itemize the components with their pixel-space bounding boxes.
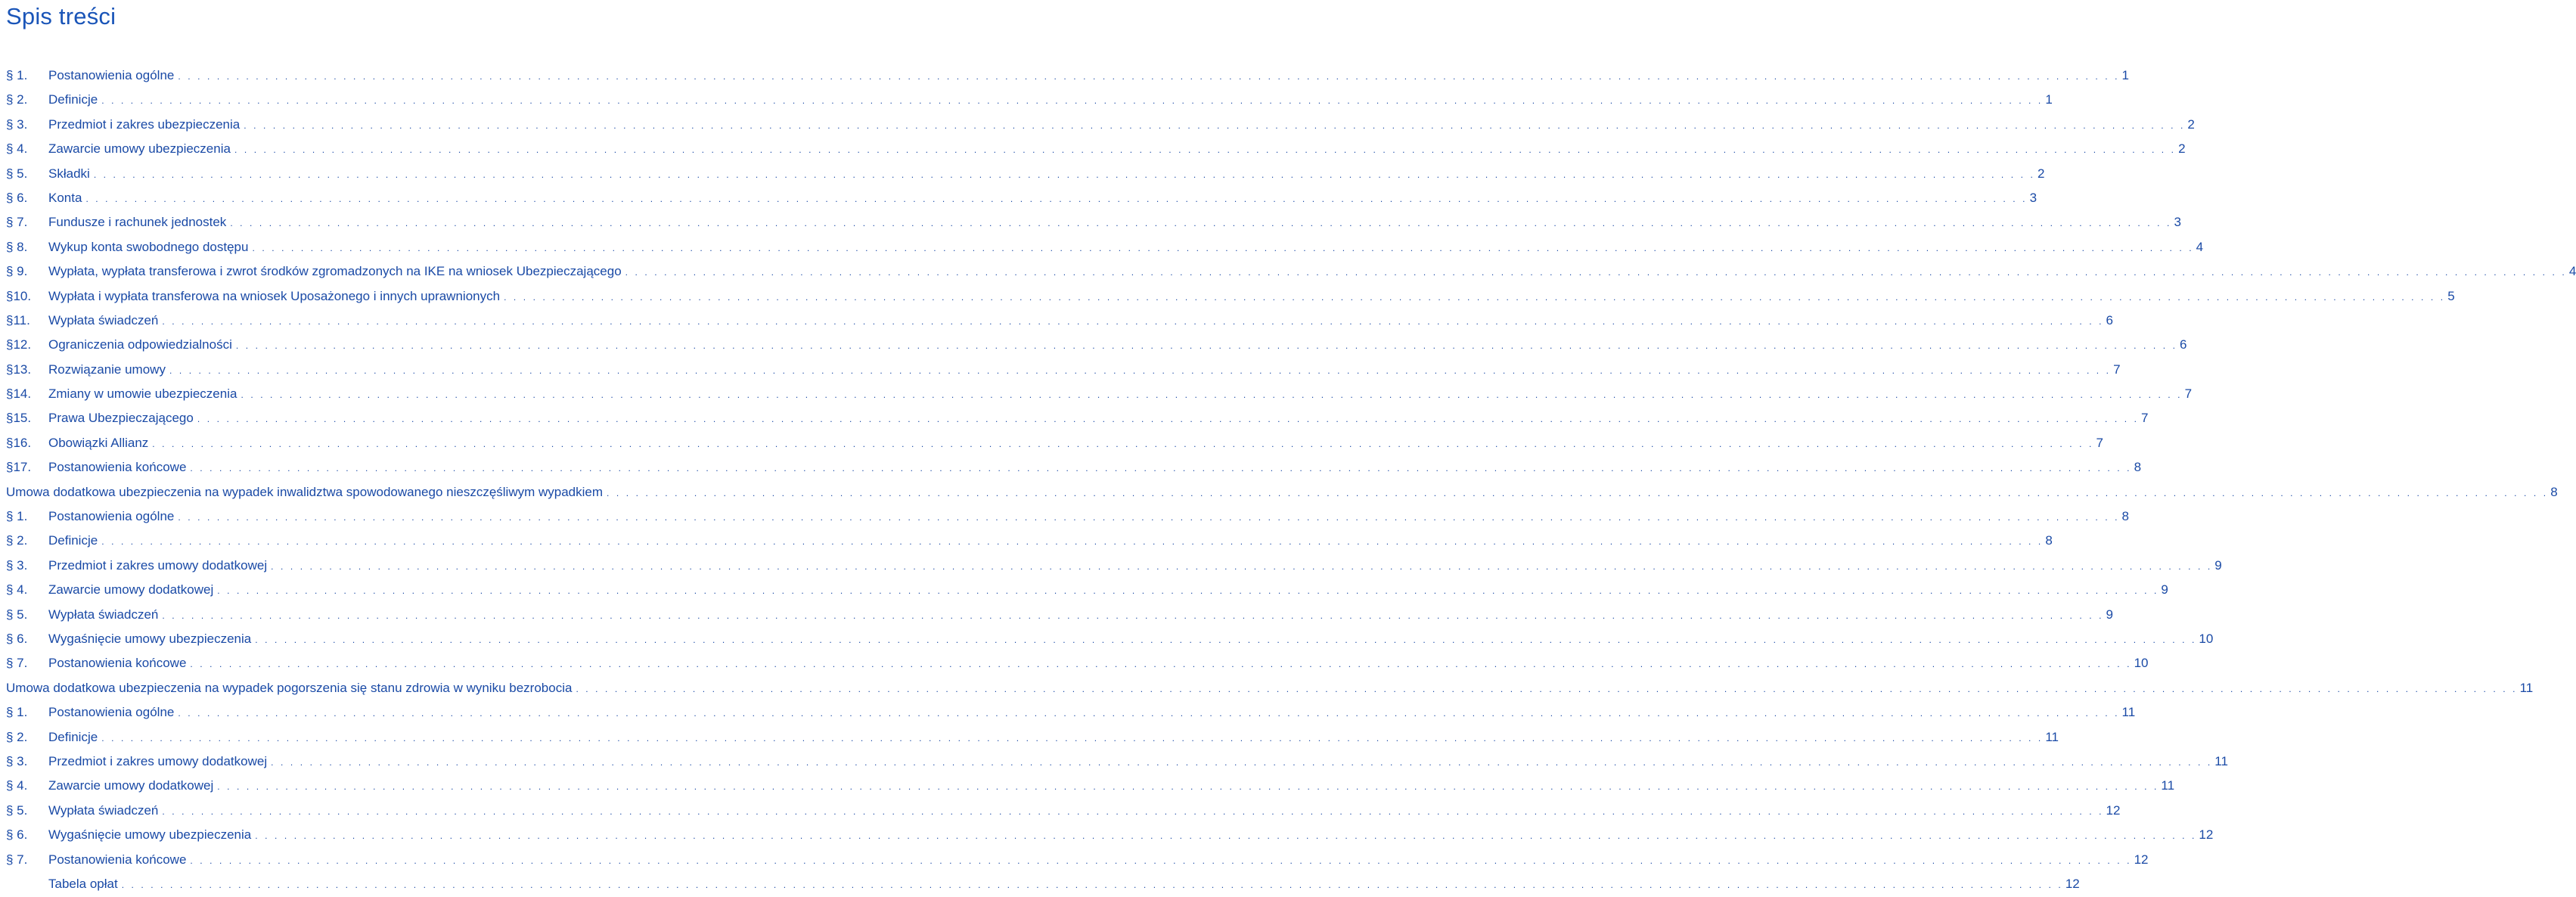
toc-entry-label: Przedmiot i zakres umowy dodatkowej [48,753,268,768]
toc-entry-label: Zawarcie umowy dodatkowej [48,582,214,597]
toc-entry[interactable] [6,88,2053,112]
toc-entry[interactable] [6,259,2576,284]
toc-entry-page-number: 11 [2045,729,2059,744]
toc-entry-page-number: 7 [2184,386,2193,402]
dot-leader: . . . . . . . . . . . . . . . . . . . . . . . . . . . . . . . . . . . . . . . . . . . . . . . . . . . . . . . . . . . . . . . . . . . . . . . . . . . . . . . . . . . . . . . . . . . . . . . . . . . . . . . . . . . . . . . . . . . . . . . . . . . . . . . . . . . . . . . . . . . . . . . . . . . . . . . . . . . . . . . . . . . . . . . . . . . . . . . . . . . . . . . . . . . . . . . . . . . . . . . . [217,781,2159,793]
toc-entry[interactable] [6,406,2149,430]
toc-entry-page-number: 1 [2121,68,2129,82]
toc-entry-number: § 2. [6,92,28,107]
toc-entry-label: Ograniczenia odpowiedzialności [48,337,232,352]
dot-leader: . . . . . . . . . . . . . . . . . . . . . . . . . . . . . . . . . . . . . . . . . . . . . . . . . . . . . . . . . . . . . . . . . . . . . . . . . . . . . . . . . . . . . . . . . . . . . . . . . . . . . . . . . . . . . . . . . . . . . . . . . . . . . . . . . . . . . . . . . . . . . . . . . . . . . . . . . . . . . . . . . . . . . . . . . . . . . . . . . . . . . . . . . . . . . . . . . . . . . . . . [101,732,2044,743]
toc-entry[interactable] [6,725,2059,750]
dot-leader: . . . . . . . . . . . . . . . . . . . . . . . . . . . . . . . . . . . . . . . . . . . . . . . . . . . . . . . . . . . . . . . . . . . . . . . . . . . . . . . . . . . . . . . . . . . . . . . . . . . . . . . . . . . . . . . . . . . . . . . . . . . . . . . . . . . . . . . . . . . . . . . . . . . . . . . . . . . . . . . . . . . . . . . . . . . . . . . . . . . . . . . . . . . . . . . . . . . . . . . . [504,291,2446,303]
toc-entry-label: Obowiązki Allianz [48,435,149,450]
toc-entry-label: Wypłata świadczeń [48,312,159,327]
toc-entry-page-number: 7 [2096,435,2103,450]
toc-entry-page-number: 7 [2141,411,2149,426]
toc-entry-number: § 7. [6,852,28,867]
toc-entry[interactable] [6,848,2149,872]
dot-leader: . . . . . . . . . . . . . . . . . . . . . . . . . . . . . . . . . . . . . . . . . . . . . . . . . . . . . . . . . . . . . . . . . . . . . . . . . . . . . . . . . . . . . . . . . . . . . . . . . . . . . . . . . . . . . . . . . . . . . . . . . . . . . . . . . . . . . . . . . . . . . . . . . . . . . . . . . . . . . . . . . . . . . . . . . . . . . . . . . . . . . . . . . . . . . . . . . . . . . . . . [169,365,2112,376]
toc-entry-number: § 3. [6,557,28,573]
toc-entry-page-number: 2 [2187,116,2195,132]
toc-entry-page-number: 12 [2199,827,2214,843]
toc-entry[interactable] [6,823,2214,847]
toc-entry-number: §16. [6,435,32,450]
dot-leader: . . . . . . . . . . . . . . . . . . . . . . . . . . . . . . . . . . . . . . . . . . . . . . . . . . . . . . . . . . . . . . . . . . . . . . . . . . . . . . . . . . . . . . . . . . . . . . . . . . . . . . . . . . . . . . . . . . . . . . . . . . . . . . . . . . . . . . . . . . . . . . . . . . . . . . . . . . . . . . . . . . . . . . . . . . . . . . . . . . . . . . . . . . . . . . . . . . . . . . . . [255,634,2197,645]
toc-entry[interactable] [6,627,2214,651]
toc-entry-number: § 4. [6,582,28,597]
dot-leader: . . . . . . . . . . . . . . . . . . . . . . . . . . . . . . . . . . . . . . . . . . . . . . . . . . . . . . . . . . . . . . . . . . . . . . . . . . . . . . . . . . . . . . . . . . . . . . . . . . . . . . . . . . . . . . . . . . . . . . . . . . . . . . . . . . . . . . . . . . . . . . . . . . . . . . . . . . . . . . . . . . . . . . . . . . . . . . . . . . . . . . . . . . . . . . . . . . . . . . . . [217,585,2159,597]
toc-entry-page-number: 9 [2161,582,2168,597]
dot-leader: . . . . . . . . . . . . . . . . . . . . . . . . . . . . . . . . . . . . . . . . . . . . . . . . . . . . . . . . . . . . . . . . . . . . . . . . . . . . . . . . . . . . . . . . . . . . . . . . . . . . . . . . . . . . . . . . . . . . . . . . . . . . . . . . . . . . . . . . . . . . . . . . . . . . . . . . . . . . . . . . . . . . . . . . . . . . . . . . . . . . . . . . . . . . . . . . . . . . . . . . [190,855,2132,866]
toc-entry-page-number: 7 [2113,362,2121,377]
toc-entry-label: Przedmiot i zakres umowy dodatkowej [48,557,268,573]
dot-leader: . . . . . . . . . . . . . . . . . . . . . . . . . . . . . . . . . . . . . . . . . . . . . . . . . . . . . . . . . . . . . . . . . . . . . . . . . . . . . . . . . . . . . . . . . . . . . . . . . . . . . . . . . . . . . . . . . . . . . . . . . . . . . . . . . . . . . . . . . . . . . . . . . . . . . . . . . . . . . . . . . . . . . . . . . . . . . . . . . . . . . . . . . . . . . . . . . . . . . . . . [190,463,2132,474]
toc-entry-page-number: 3 [2174,215,2181,230]
toc-entry-page-number: 4 [2568,264,2576,279]
toc-entry-number: § 2. [6,533,28,548]
toc-entry-page-number: 10 [2134,656,2149,671]
dot-leader: . . . . . . . . . . . . . . . . . . . . . . . . . . . . . . . . . . . . . . . . . . . . . . . . . . . . . . . . . . . . . . . . . . . . . . . . . . . . . . . . . . . . . . . . . . . . . . . . . . . . . . . . . . . . . . . . . . . . . . . . . . . . . . . . . . . . . . . . . . . . . . . . . . . . . . . . . . . . . . . . . . . . . . . . . . . . . . . . . . . . . . . . . . . . . . . . . . . . . . . . [241,390,2183,401]
dot-leader: . . . . . . . . . . . . . . . . . . . . . . . . . . . . . . . . . . . . . . . . . . . . . . . . . . . . . . . . . . . . . . . . . . . . . . . . . . . . . . . . . . . . . . . . . . . . . . . . . . . . . . . . . . . . . . . . . . . . . . . . . . . . . . . . . . . . . . . . . . . . . . . . . . . . . . . . . . . . . . . . . . . . . . . . . . . . . . . . . . . . . . . . . . . . . . . . . . . . . . . . [162,315,2104,327]
toc-entry-label: Rozwiązanie umowy [48,362,166,377]
dot-leader: . . . . . . . . . . . . . . . . . . . . . . . . . . . . . . . . . . . . . . . . . . . . . . . . . . . . . . . . . . . . . . . . . . . . . . . . . . . . . . . . . . . . . . . . . . . . . . . . . . . . . . . . . . . . . . . . . . . . . . . . . . . . . . . . . . . . . . . . . . . . . . . . . . . . . . . . . . . . . . . . . . . . . . . . . . . . . . . . . . . . . . . . . . . . . . . . . . . . . . . . [252,242,2194,253]
toc-entry[interactable] [6,750,2228,774]
toc-entry-number: § 3. [6,753,28,768]
toc-entry-label: Zawarcie umowy ubezpieczenia [48,141,231,157]
toc-entry-page-number: 8 [2134,460,2142,475]
toc-entry-number: §10. [6,288,32,303]
toc-entry-page-number: 11 [2519,680,2534,695]
toc-entry[interactable] [6,529,2053,553]
toc-entry-number: § 4. [6,141,28,157]
toc-entry-page-number: 8 [2550,484,2558,499]
toc-entry-label: Umowa dodatkowa ubezpieczenia na wypadek pogorszenia się stanu zdrowia w wyniku bezrobocia [6,680,573,695]
toc-entry[interactable] [6,504,2129,529]
toc-entry[interactable] [6,799,2121,823]
toc-entry-page-number: 2 [2178,141,2186,157]
toc-entry-number: §13. [6,362,32,377]
toc-entry[interactable] [6,162,2045,186]
dot-leader: . . . . . . . . . . . . . . . . . . . . . . . . . . . . . . . . . . . . . . . . . . . . . . . . . . . . . . . . . . . . . . . . . . . . . . . . . . . . . . . . . . . . . . . . . . . . . . . . . . . . . . . . . . . . . . . . . . . . . . . . . . . . . . . . . . . . . . . . . . . . . . . . . . . . . . . . . . . . . . . . . . . . . . . . . . . . . . . . . . . . . . . . . . . . . . . . . . . . . . . . [197,414,2139,425]
toc-entry[interactable] [6,284,2455,309]
toc-entry-page-number: 9 [2214,557,2222,573]
toc-entry-page-number: 10 [2199,631,2214,646]
toc-entry-label: Zawarcie umowy dodatkowej [48,778,214,793]
toc-entry-page-number: 8 [2121,509,2129,524]
toc-entry-label: Wypłata i wypłata transferowa na wniosek Uposażonego i innych uprawnionych [48,288,501,303]
toc-entry-page-number: 9 [2106,607,2113,622]
dot-leader: . . . . . . . . . . . . . . . . . . . . . . . . . . . . . . . . . . . . . . . . . . . . . . . . . . . . . . . . . . . . . . . . . . . . . . . . . . . . . . . . . . . . . . . . . . . . . . . . . . . . . . . . . . . . . . . . . . . . . . . . . . . . . . . . . . . . . . . . . . . . . . . . . . . . . . . . . . . . . . . . . . . . . . . . . . . . . . . . . . . . . . . . . . . . . . . . . . . . . . . . [255,830,2197,842]
dot-leader: . . . . . . . . . . . . . . . . . . . . . . . . . . . . . . . . . . . . . . . . . . . . . . . . . . . . . . . . . . . . . . . . . . . . . . . . . . . . . . . . . . . . . . . . . . . . . . . . . . . . . . . . . . . . . . . . . . . . . . . . . . . . . . . . . . . . . . . . . . . . . . . . . . . . . . . . . . . . . . . . . . . . . . . . . . . . . . . . . . . . . . . . . . . . . . . . . . . . . . . . [101,536,2044,548]
toc-entry-label: Postanowienia końcowe [48,656,187,671]
toc-entry-number: § 1. [6,68,28,82]
toc-entry-page-number: 5 [2447,288,2455,303]
toc-entry-page-number: 1 [2045,92,2053,107]
dot-leader: . . . . . . . . . . . . . . . . . . . . . . . . . . . . . . . . . . . . . . . . . . . . . . . . . . . . . . . . . . . . . . . . . . . . . . . . . . . . . . . . . . . . . . . . . . . . . . . . . . . . . . . . . . . . . . . . . . . . . . . . . . . . . . . . . . . . . . . . . . . . . . . . . . . . . . . . . . . . . . . . . . . . . . . . . . . . . . . . . . . . . . . . . . . . . . . . . . . . . . . . [152,438,2094,449]
dot-leader: . . . . . . . . . . . . . . . . . . . . . . . . . . . . . . . . . . . . . . . . . . . . . . . . . . . . . . . . . . . . . . . . . . . . . . . . . . . . . . . . . . . . . . . . . . . . . . . . . . . . . . . . . . . . . . . . . . . . . . . . . . . . . . . . . . . . . . . . . . . . . . . . . . . . . . . . . . . . . . . . . . . . . . . . . . . . . . . . . . . . . . . . . . . . . . . . . . . . . . . . [271,756,2213,768]
toc-entry-label: Wygaśnięcie umowy ubezpieczenia [48,631,252,646]
toc-entry[interactable] [6,431,2103,455]
dot-leader: . . . . . . . . . . . . . . . . . . . . . . . . . . . . . . . . . . . . . . . . . . . . . . . . . . . . . . . . . . . . . . . . . . . . . . . . . . . . . . . . . . . . . . . . . . . . . . . . . . . . . . . . . . . . . . . . . . . . . . . . . . . . . . . . . . . . . . . . . . . . . . . . . . . . . . . . . . . . . . . . . . . . . . . . . . . . . . . . . . . . . . . . . . . . . . . . . . . . . . . . [178,71,2120,82]
toc-entry-page-number: 11 [2214,753,2228,768]
toc-entry-page-number: 12 [2065,876,2080,891]
dot-leader: . . . . . . . . . . . . . . . . . . . . . . . . . . . . . . . . . . . . . . . . . . . . . . . . . . . . . . . . . . . . . . . . . . . . . . . . . . . . . . . . . . . . . . . . . . . . . . . . . . . . . . . . . . . . . . . . . . . . . . . . . . . . . . . . . . . . . . . . . . . . . . . . . . . . . . . . . . . . . . . . . . . . . . . . . . . . . . . . . . . . . . . . . . . . . . . . . . . . . . . . [234,144,2177,156]
dot-leader: . . . . . . . . . . . . . . . . . . . . . . . . . . . . . . . . . . . . . . . . . . . . . . . . . . . . . . . . . . . . . . . . . . . . . . . . . . . . . . . . . . . . . . . . . . . . . . . . . . . . . . . . . . . . . . . . . . . . . . . . . . . . . . . . . . . . . . . . . . . . . . . . . . . . . . . . . . . . . . . . . . . . . . . . . . . . . . . . . . . . . . . . . . . . . . . . . . . . . . . . [93,169,2035,180]
toc-entry-number: § 4. [6,778,28,793]
toc-entry-label: Składki [48,166,90,181]
dot-leader: . . . . . . . . . . . . . . . . . . . . . . . . . . . . . . . . . . . . . . . . . . . . . . . . . . . . . . . . . . . . . . . . . . . . . . . . . . . . . . . . . . . . . . . . . . . . . . . . . . . . . . . . . . . . . . . . . . . . . . . . . . . . . . . . . . . . . . . . . . . . . . . . . . . . . . . . . . . . . . . . . . . . . . . . . . . . . . . . . . . . . . . . . . . . . . . . . . . . . . . . [607,487,2549,498]
toc-entry-label: Przedmiot i zakres ubezpieczenia [48,116,241,132]
toc-entry-number: § 7. [6,656,28,671]
toc-entry[interactable] [6,113,2195,137]
toc-entry-label: Wygaśnięcie umowy ubezpieczenia [48,827,252,843]
dot-leader: . . . . . . . . . . . . . . . . . . . . . . . . . . . . . . . . . . . . . . . . . . . . . . . . . . . . . . . . . . . . . . . . . . . . . . . . . . . . . . . . . . . . . . . . . . . . . . . . . . . . . . . . . . . . . . . . . . . . . . . . . . . . . . . . . . . . . . . . . . . . . . . . . . . . . . . . . . . . . . . . . . . . . . . . . . . . . . . . . . . . . . . . . . . . . . . . . . . . . . . . [230,218,2172,229]
toc-entry-label: Postanowienia końcowe [48,460,187,475]
dot-leader: . . . . . . . . . . . . . . . . . . . . . . . . . . . . . . . . . . . . . . . . . . . . . . . . . . . . . . . . . . . . . . . . . . . . . . . . . . . . . . . . . . . . . . . . . . . . . . . . . . . . . . . . . . . . . . . . . . . . . . . . . . . . . . . . . . . . . . . . . . . . . . . . . . . . . . . . . . . . . . . . . . . . . . . . . . . . . . . . . . . . . . . . . . . . . . . . . . . . . . . . [625,267,2567,278]
toc-entry-number: § 6. [6,631,28,646]
page-title: Spis treści [6,3,116,29]
toc-entry-page-number: 4 [2196,239,2204,254]
toc-entry[interactable] [6,554,2222,578]
toc-entry-label: Postanowienia ogólne [48,705,175,720]
toc-entry-label: Umowa dodatkowa ubezpieczenia na wypadek inwalidztwa spowodowanego nieszczęśliwym wypadkiem [6,484,604,499]
toc-entry-label: Definicje [48,92,98,107]
toc-entry[interactable] [6,358,2121,382]
toc-entry-label: Definicje [48,533,98,548]
dot-leader: . . . . . . . . . . . . . . . . . . . . . . . . . . . . . . . . . . . . . . . . . . . . . . . . . . . . . . . . . . . . . . . . . . . . . . . . . . . . . . . . . . . . . . . . . . . . . . . . . . . . . . . . . . . . . . . . . . . . . . . . . . . . . . . . . . . . . . . . . . . . . . . . . . . . . . . . . . . . . . . . . . . . . . . . . . . . . . . . . . . . . . . . . . . . . . . . . . . . . . . . [271,560,2213,572]
toc-entry-page-number: 3 [2029,190,2038,205]
toc-entry[interactable] [6,382,2193,406]
toc-entry-number: § 6. [6,190,28,205]
toc-entry-number: §12. [6,337,32,352]
toc-entry[interactable] [6,137,2186,161]
toc-entry-number: § 3. [6,116,28,132]
toc-entry-number: § 1. [6,509,28,524]
dot-leader: . . . . . . . . . . . . . . . . . . . . . . . . . . . . . . . . . . . . . . . . . . . . . . . . . . . . . . . . . . . . . . . . . . . . . . . . . . . . . . . . . . . . . . . . . . . . . . . . . . . . . . . . . . . . . . . . . . . . . . . . . . . . . . . . . . . . . . . . . . . . . . . . . . . . . . . . . . . . . . . . . . . . . . . . . . . . . . . . . . . . . . . . . . . . . . . . . . . . . . . . [85,193,2028,204]
dot-leader: . . . . . . . . . . . . . . . . . . . . . . . . . . . . . . . . . . . . . . . . . . . . . . . . . . . . . . . . . . . . . . . . . . . . . . . . . . . . . . . . . . . . . . . . . . . . . . . . . . . . . . . . . . . . . . . . . . . . . . . . . . . . . . . . . . . . . . . . . . . . . . . . . . . . . . . . . . . . . . . . . . . . . . . . . . . . . . . . . . . . . . . . . . . . . . . . . . . . . . . . [576,683,2518,694]
toc-entry[interactable] [6,210,2181,234]
toc-entry-page-number: 11 [2121,705,2136,720]
toc-entry-page-number: 6 [2180,337,2187,352]
toc-entry-page-number: 2 [2037,166,2045,181]
toc-entry-number: § 1. [6,705,28,720]
toc-entry-label: Postanowienia końcowe [48,852,187,867]
dot-leader: . . . . . . . . . . . . . . . . . . . . . . . . . . . . . . . . . . . . . . . . . . . . . . . . . . . . . . . . . . . . . . . . . . . . . . . . . . . . . . . . . . . . . . . . . . . . . . . . . . . . . . . . . . . . . . . . . . . . . . . . . . . . . . . . . . . . . . . . . . . . . . . . . . . . . . . . . . . . . . . . . . . . . . . . . . . . . . . . . . . . . . . . . . . . . . . . . . . . . . . . [162,610,2104,621]
toc-entry-number: § 5. [6,802,28,818]
dot-leader: . . . . . . . . . . . . . . . . . . . . . . . . . . . . . . . . . . . . . . . . . . . . . . . . . . . . . . . . . . . . . . . . . . . . . . . . . . . . . . . . . . . . . . . . . . . . . . . . . . . . . . . . . . . . . . . . . . . . . . . . . . . . . . . . . . . . . . . . . . . . . . . . . . . . . . . . . . . . . . . . . . . . . . . . . . . . . . . . . . . . . . . . . . . . . . . . . . . . . . . . [162,805,2104,817]
toc-entry-label: Zmiany w umowie ubezpieczenia [48,386,237,402]
dot-leader: . . . . . . . . . . . . . . . . . . . . . . . . . . . . . . . . . . . . . . . . . . . . . . . . . . . . . . . . . . . . . . . . . . . . . . . . . . . . . . . . . . . . . . . . . . . . . . . . . . . . . . . . . . . . . . . . . . . . . . . . . . . . . . . . . . . . . . . . . . . . . . . . . . . . . . . . . . . . . . . . . . . . . . . . . . . . . . . . . . . . . . . . . . . . . . . . . . . . . . . . [178,512,2120,523]
toc-entry[interactable] [6,455,2142,480]
toc-entry-label: Postanowienia ogólne [48,68,175,82]
toc-entry-label: Postanowienia ogólne [48,509,175,524]
toc-entry-number: § 2. [6,729,28,744]
toc-entry-page-number: 12 [2106,802,2121,818]
toc-entry-label: Prawa Ubezpieczającego [48,411,194,426]
toc-section-heading[interactable] [6,480,2558,504]
toc-entry-page-number: 11 [2161,778,2175,793]
toc-entry-number: §14. [6,386,32,402]
toc-entry[interactable] [6,603,2113,627]
toc-entry-number: § 9. [6,264,28,279]
dot-leader: . . . . . . . . . . . . . . . . . . . . . . . . . . . . . . . . . . . . . . . . . . . . . . . . . . . . . . . . . . . . . . . . . . . . . . . . . . . . . . . . . . . . . . . . . . . . . . . . . . . . . . . . . . . . . . . . . . . . . . . . . . . . . . . . . . . . . . . . . . . . . . . . . . . . . . . . . . . . . . . . . . . . . . . . . . . . . . . . . . . . . . . . . . . . . . . . . . . . . . . . [190,659,2132,670]
toc-entry-label: Konta [48,190,82,205]
toc-entry[interactable] [6,700,2136,725]
toc-entry[interactable] [6,872,2080,896]
toc-entry-label: Fundusze i rachunek jednostek [48,215,227,230]
toc-entry-page-number: 12 [2134,852,2149,867]
toc-entry[interactable] [6,651,2149,675]
toc-entry[interactable] [6,774,2175,798]
dot-leader: . . . . . . . . . . . . . . . . . . . . . . . . . . . . . . . . . . . . . . . . . . . . . . . . . . . . . . . . . . . . . . . . . . . . . . . . . . . . . . . . . . . . . . . . . . . . . . . . . . . . . . . . . . . . . . . . . . . . . . . . . . . . . . . . . . . . . . . . . . . . . . . . . . . . . . . . . . . . . . . . . . . . . . . . . . . . . . . . . . . . . . . . . . . . . . . . . . . . . . . . [121,879,2063,890]
toc-entry-number: §17. [6,460,32,475]
toc-entry[interactable] [6,309,2113,333]
toc-entry-label: Wypłata, wypłata transferowa i zwrot środków zgromadzonych na IKE na wniosek Ubezpieczającego [48,264,622,279]
toc-entry-number: §11. [6,312,30,327]
toc-entry-number: § 7. [6,215,28,230]
toc-entry[interactable] [6,186,2038,210]
toc-section-heading[interactable] [6,676,2534,700]
toc-entry-label: Wypłata świadczeń [48,802,159,818]
toc-entry-number: § 8. [6,239,28,254]
toc-entry[interactable] [6,333,2187,357]
toc-entry-number: § 5. [6,607,28,622]
toc-entry-page-number: 8 [2045,533,2053,548]
toc-entry-page-number: 6 [2106,312,2113,327]
dot-leader: . . . . . . . . . . . . . . . . . . . . . . . . . . . . . . . . . . . . . . . . . . . . . . . . . . . . . . . . . . . . . . . . . . . . . . . . . . . . . . . . . . . . . . . . . . . . . . . . . . . . . . . . . . . . . . . . . . . . . . . . . . . . . . . . . . . . . . . . . . . . . . . . . . . . . . . . . . . . . . . . . . . . . . . . . . . . . . . . . . . . . . . . . . . . . . . . . . . . . . . . [178,708,2120,719]
toc-entry-number: § 6. [6,827,28,843]
toc-entry[interactable] [6,235,2204,259]
toc-entry[interactable] [6,578,2168,602]
table-of-contents [6,64,2576,896]
toc-entry-number: § 5. [6,166,28,181]
toc-entry-number: §15. [6,411,32,426]
toc-entry[interactable] [6,64,2129,88]
toc-entry-label: Tabela opłat [48,876,118,891]
toc-entry-label: Wypłata świadczeń [48,607,159,622]
toc-entry-label: Definicje [48,729,98,744]
dot-leader: . . . . . . . . . . . . . . . . . . . . . . . . . . . . . . . . . . . . . . . . . . . . . . . . . . . . . . . . . . . . . . . . . . . . . . . . . . . . . . . . . . . . . . . . . . . . . . . . . . . . . . . . . . . . . . . . . . . . . . . . . . . . . . . . . . . . . . . . . . . . . . . . . . . . . . . . . . . . . . . . . . . . . . . . . . . . . . . . . . . . . . . . . . . . . . . . . . . . . . . . [235,340,2178,352]
toc-entry-label: Wykup konta swobodnego dostępu [48,239,249,254]
dot-leader: . . . . . . . . . . . . . . . . . . . . . . . . . . . . . . . . . . . . . . . . . . . . . . . . . . . . . . . . . . . . . . . . . . . . . . . . . . . . . . . . . . . . . . . . . . . . . . . . . . . . . . . . . . . . . . . . . . . . . . . . . . . . . . . . . . . . . . . . . . . . . . . . . . . . . . . . . . . . . . . . . . . . . . . . . . . . . . . . . . . . . . . . . . . . . . . . . . . . . . . . [101,95,2044,107]
dot-leader: . . . . . . . . . . . . . . . . . . . . . . . . . . . . . . . . . . . . . . . . . . . . . . . . . . . . . . . . . . . . . . . . . . . . . . . . . . . . . . . . . . . . . . . . . . . . . . . . . . . . . . . . . . . . . . . . . . . . . . . . . . . . . . . . . . . . . . . . . . . . . . . . . . . . . . . . . . . . . . . . . . . . . . . . . . . . . . . . . . . . . . . . . . . . . . . . . . . . . . . . [244,119,2186,131]
